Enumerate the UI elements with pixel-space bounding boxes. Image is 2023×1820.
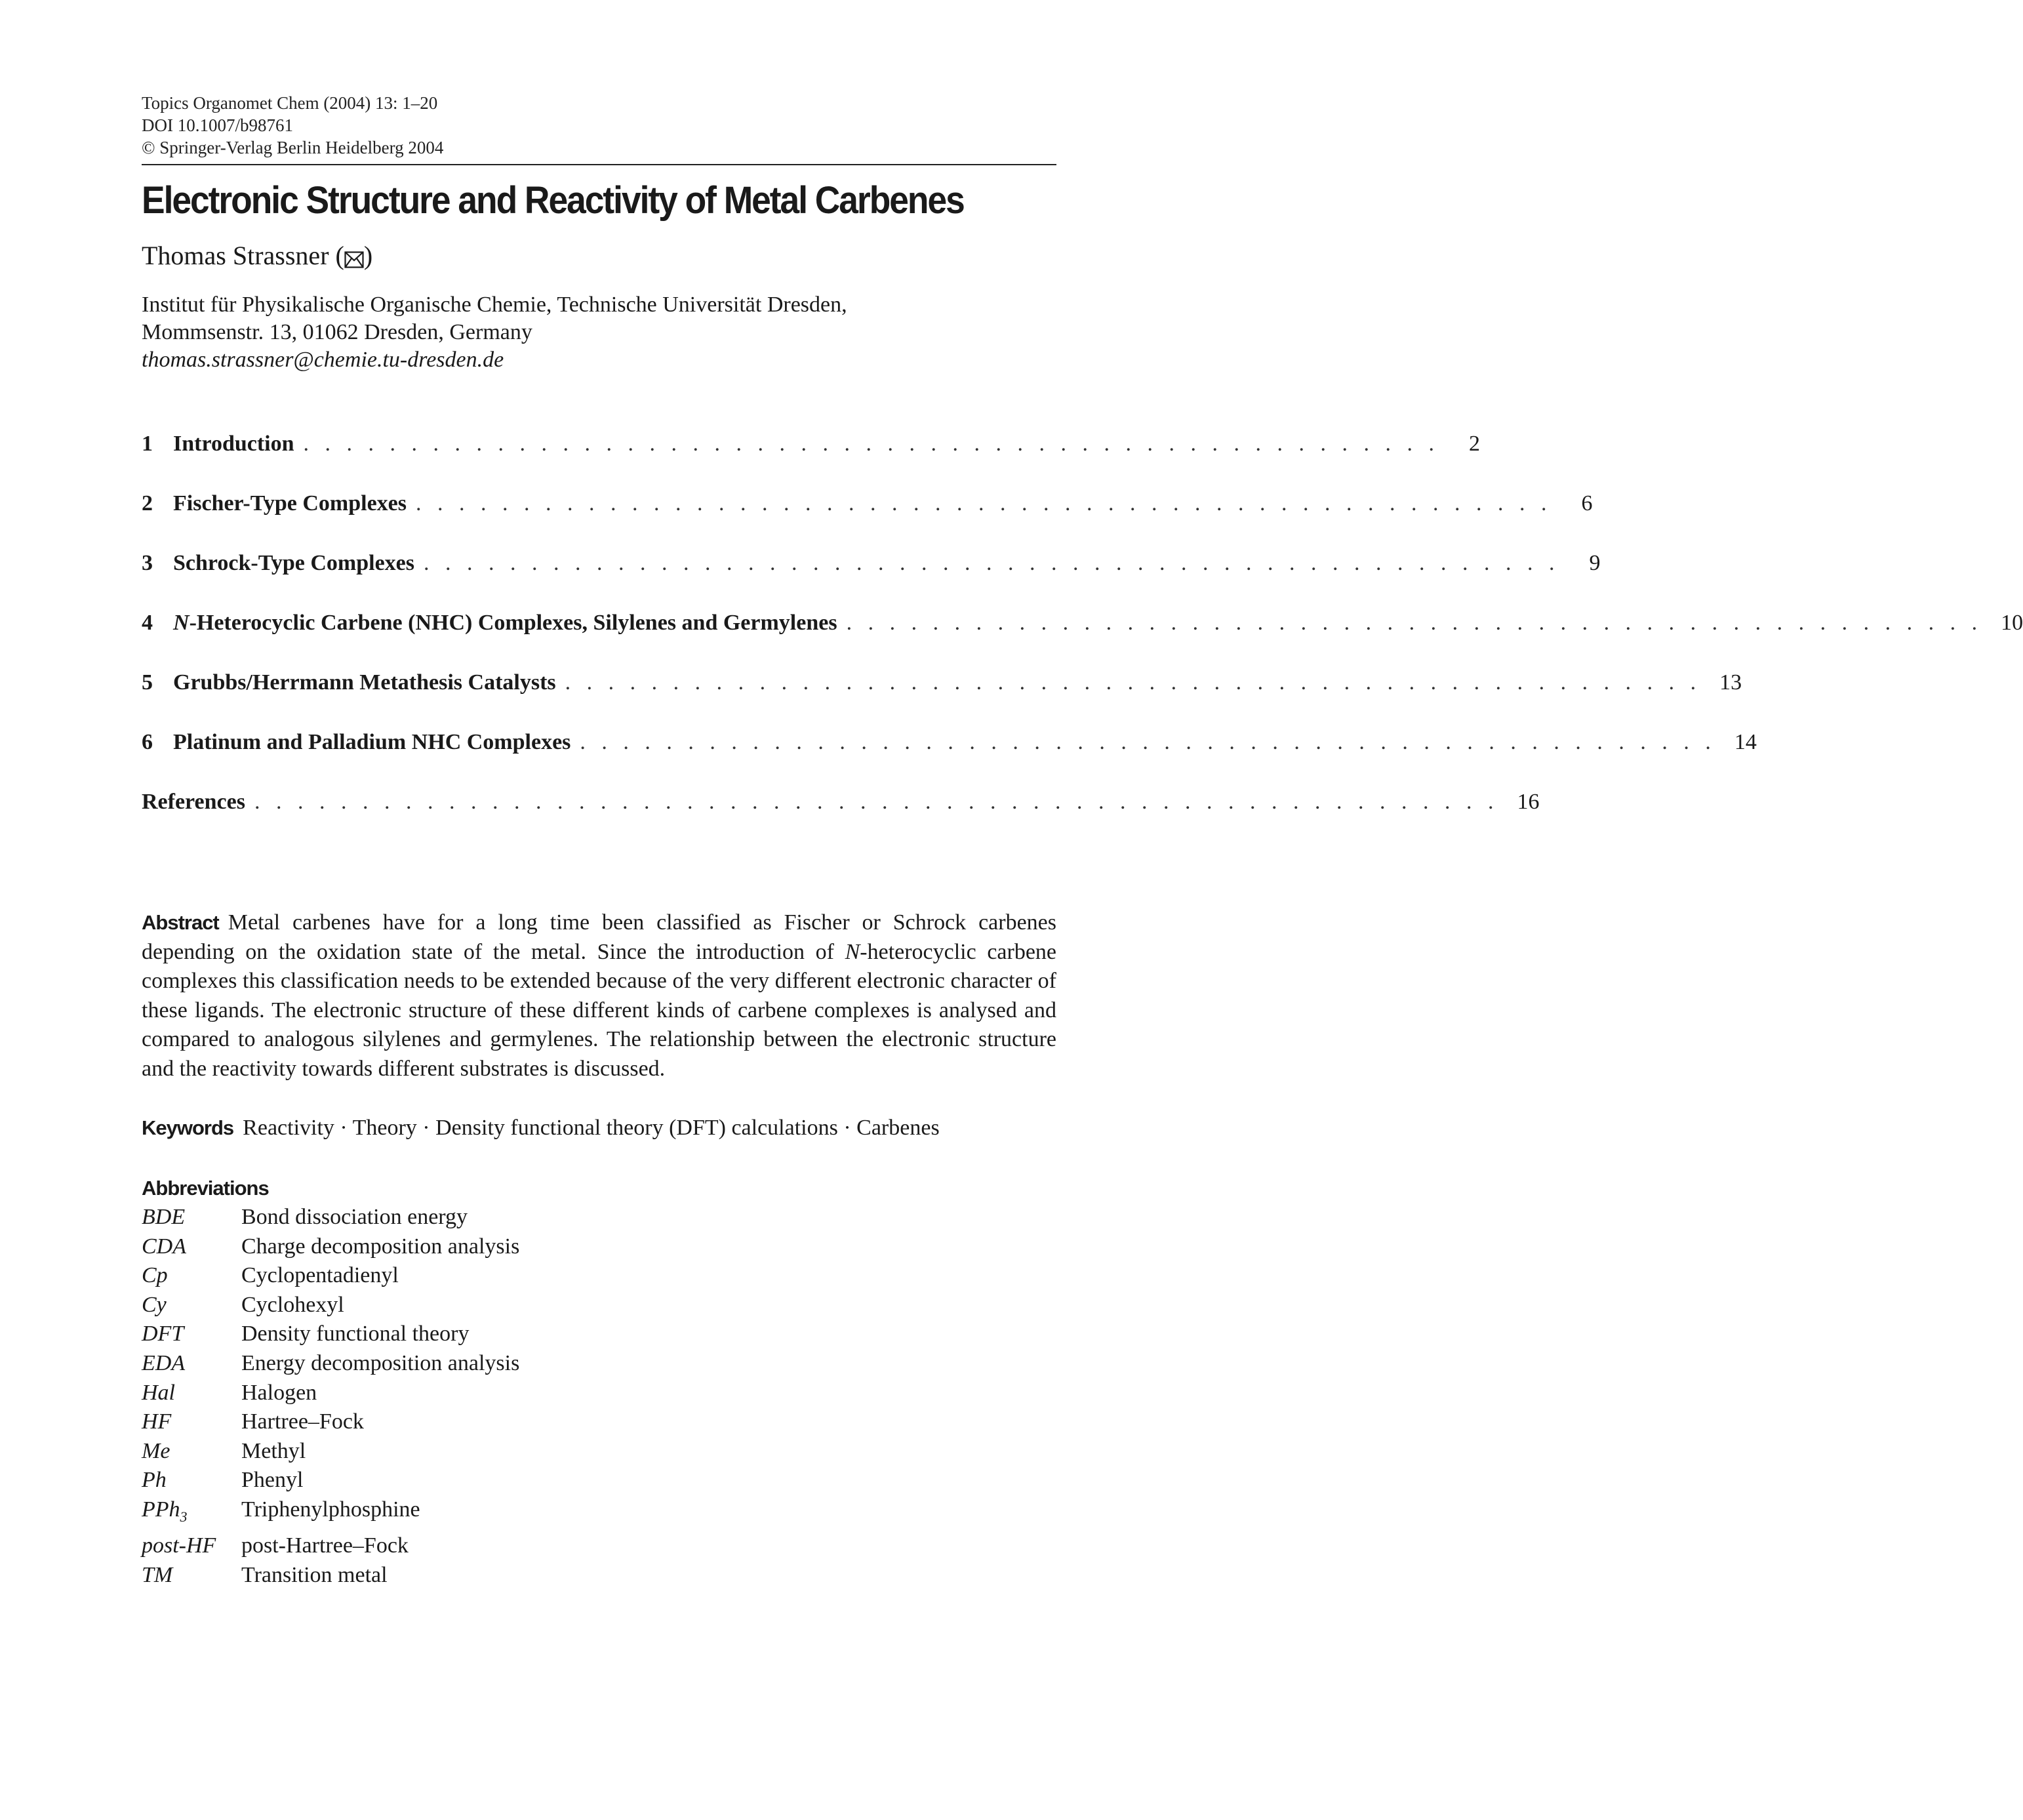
abbreviation-value: Hartree–Fock (241, 1409, 364, 1434)
author-name: Thomas Strassner (142, 241, 329, 270)
abbreviation-key-subscript: 3 (180, 1508, 188, 1525)
abbreviation-value: Energy decomposition analysis (241, 1350, 520, 1375)
abbreviation-row (142, 1232, 1056, 1262)
abstract-text-1: Metal carbenes have for a long time been classified as Fischer or Schrock carbenes depending on the oxidation state of the metal. Since the introduction of (142, 910, 1056, 964)
envelope-icon (344, 243, 364, 277)
abbreviation-value: Cyclohexyl (241, 1292, 344, 1317)
abbreviation-row (142, 1320, 1056, 1349)
toc-entry[interactable] (142, 491, 1593, 551)
toc-leader: . . . . . . . . . . . . . . . . . . . . . . . . . . . . . . . . . . . . . . . . . . . . . . . . . . . . . (846, 611, 1983, 635)
toc-title (173, 611, 837, 636)
toc-leader: . . . . . . . . . . . . . . . . . . . . . . . . . . . . . . . . . . . . . . . . . . . . . . . . . . . . . (565, 670, 1702, 695)
keywords (142, 1114, 1056, 1143)
abbreviation-key: CDA (142, 1234, 186, 1259)
abbreviation-value: Bond dissociation energy (241, 1205, 468, 1229)
abbreviation-key: EDA (142, 1350, 186, 1375)
doi: DOI 10.1007/b98761 (142, 115, 293, 135)
toc-page: 6 (1581, 491, 1593, 516)
abstract (142, 908, 1056, 1083)
toc-entry[interactable] (142, 611, 2023, 670)
toc-title: Grubbs/Herrmann Metathesis Catalysts (173, 670, 556, 695)
abbreviation-row (142, 1561, 1056, 1590)
abbreviation-row (142, 1437, 1056, 1466)
toc-title: Schrock-Type Complexes (173, 551, 415, 575)
abbreviation-row (142, 1349, 1056, 1379)
abbreviation-value: Cyclopentadienyl (241, 1263, 399, 1288)
toc-page: 16 (1517, 790, 1540, 814)
abbreviation-row (142, 1495, 1056, 1531)
author-paren-close: ) (363, 241, 373, 270)
author-paren-open: ( (335, 241, 344, 270)
toc-title: Platinum and Palladium NHC Complexes (173, 730, 571, 754)
abbreviation-key (142, 1495, 241, 1531)
toc-title-rest: -Heterocyclic Carbene (NHC) Complexes, Silylenes and Germylenes (189, 611, 837, 635)
toc-number: 2 (142, 491, 153, 516)
affiliation-line-2: Mommsenstr. 13, 01062 Dresden, Germany (142, 320, 532, 344)
toc-title: Introduction (173, 432, 294, 456)
author-line (142, 239, 1056, 277)
toc-entry[interactable] (142, 551, 1601, 611)
toc-leader: . . . . . . . . . . . . . . . . . . . . . . . . . . . . . . . . . . . . . . . . . . . . . . . . . . . . . (303, 432, 1440, 456)
abbreviation-key: Me (142, 1438, 170, 1463)
abbreviation-row (142, 1407, 1056, 1437)
toc-title: References (142, 790, 245, 814)
abbreviation-value: Charge decomposition analysis (241, 1234, 520, 1259)
toc-title: Fischer-Type Complexes (173, 491, 407, 516)
abbreviation-key: BDE (142, 1205, 186, 1229)
toc-page: 13 (1719, 670, 1742, 695)
journal-header (142, 92, 1056, 159)
abbreviation-key: DFT (142, 1322, 184, 1346)
abbreviation-key-base: PPh (142, 1497, 180, 1522)
abstract-text-2: -heterocyclic carbene complexes this classification needs to be extended because of the very different electronic character of these ligands. The electronic structure of these different kinds of carbene complexes is analysed and compared to analogous silylenes and germylenes. The relationship between the electronic structure and the reactivity towards different substrates is discussed. (142, 939, 1057, 1081)
toc-leader: . . . . . . . . . . . . . . . . . . . . . . . . . . . . . . . . . . . . . . . . . . . . . . . . . . . . . (424, 551, 1560, 575)
abbreviation-value: Transition metal (241, 1562, 388, 1587)
toc-leader: . . . . . . . . . . . . . . . . . . . . . . . . . . . . . . . . . . . . . . . . . . . . . . . . . . . . . . . . . . (254, 790, 1499, 814)
toc-entry[interactable] (142, 670, 1742, 730)
abbreviation-value: Triphenylphosphine (241, 1497, 420, 1522)
toc-entry[interactable] (142, 730, 1757, 790)
toc-leader: . . . . . . . . . . . . . . . . . . . . . . . . . . . . . . . . . . . . . . . . . . . . . . . . . . . . . (416, 491, 1552, 516)
journal-citation: Topics Organomet Chem (2004) 13: 1–20 (142, 93, 438, 113)
abbreviation-value: Methyl (241, 1438, 306, 1463)
author-email[interactable]: thomas.strassner@chemie.tu-dresden.de (142, 348, 504, 372)
abbreviation-value: Density functional theory (241, 1322, 470, 1346)
abbreviation-key: post-HF (142, 1533, 216, 1558)
toc-leader: . . . . . . . . . . . . . . . . . . . . . . . . . . . . . . . . . . . . . . . . . . . . . . . . . . . . . (580, 730, 1716, 754)
abbreviation-key: Cy (142, 1292, 167, 1317)
toc-number: 6 (142, 730, 153, 754)
toc-page: 9 (1589, 551, 1601, 575)
table-of-contents (142, 432, 2023, 849)
abbreviations-list (142, 1203, 1056, 1590)
abstract-italic: N (845, 939, 860, 964)
abbreviation-key: Hal (142, 1380, 175, 1405)
abbreviation-row (142, 1291, 1056, 1320)
toc-number: 5 (142, 670, 153, 695)
toc-page: 2 (1469, 432, 1481, 456)
paper-title: Electronic Structure and Reactivity of Metal Carbenes (142, 179, 964, 222)
abbreviation-value: post-Hartree–Fock (241, 1533, 409, 1558)
toc-page: 10 (2001, 611, 2023, 635)
abbreviation-key: Cp (142, 1263, 168, 1288)
toc-number: 4 (142, 611, 153, 635)
abbreviation-row (142, 1379, 1056, 1408)
abbreviation-row (142, 1203, 1056, 1232)
abbreviation-row (142, 1261, 1056, 1291)
abbreviation-key: TM (142, 1562, 173, 1587)
abbreviation-row (142, 1466, 1056, 1495)
paper-page (142, 92, 2023, 1590)
abbreviation-key: Ph (142, 1468, 167, 1493)
abstract-label: Abstract (142, 911, 219, 934)
toc-title-italic: N (173, 611, 190, 635)
affiliation-line-1: Institut für Physikalische Organische Chemie, Technische Universität Dresden, (142, 293, 847, 317)
abbreviation-value: Phenyl (241, 1468, 304, 1493)
abbreviation-key: HF (142, 1409, 172, 1434)
keywords-text: Reactivity · Theory · Density functional theory (DFT) calculations · Carbenes (243, 1116, 940, 1140)
toc-number: 3 (142, 551, 153, 575)
abbreviation-value: Halogen (241, 1380, 317, 1405)
copyright: © Springer-Verlag Berlin Heidelberg 2004 (142, 138, 444, 157)
affiliation (142, 291, 1056, 374)
toc-entry-references[interactable] (142, 790, 1540, 849)
keywords-label: Keywords (142, 1116, 234, 1139)
toc-number: 1 (142, 432, 153, 456)
toc-entry[interactable] (142, 432, 1481, 491)
toc-page: 14 (1734, 730, 1757, 754)
abbreviations-heading: Abbreviations (142, 1177, 269, 1200)
header-rule (142, 164, 1056, 165)
abbreviation-row (142, 1531, 1056, 1561)
